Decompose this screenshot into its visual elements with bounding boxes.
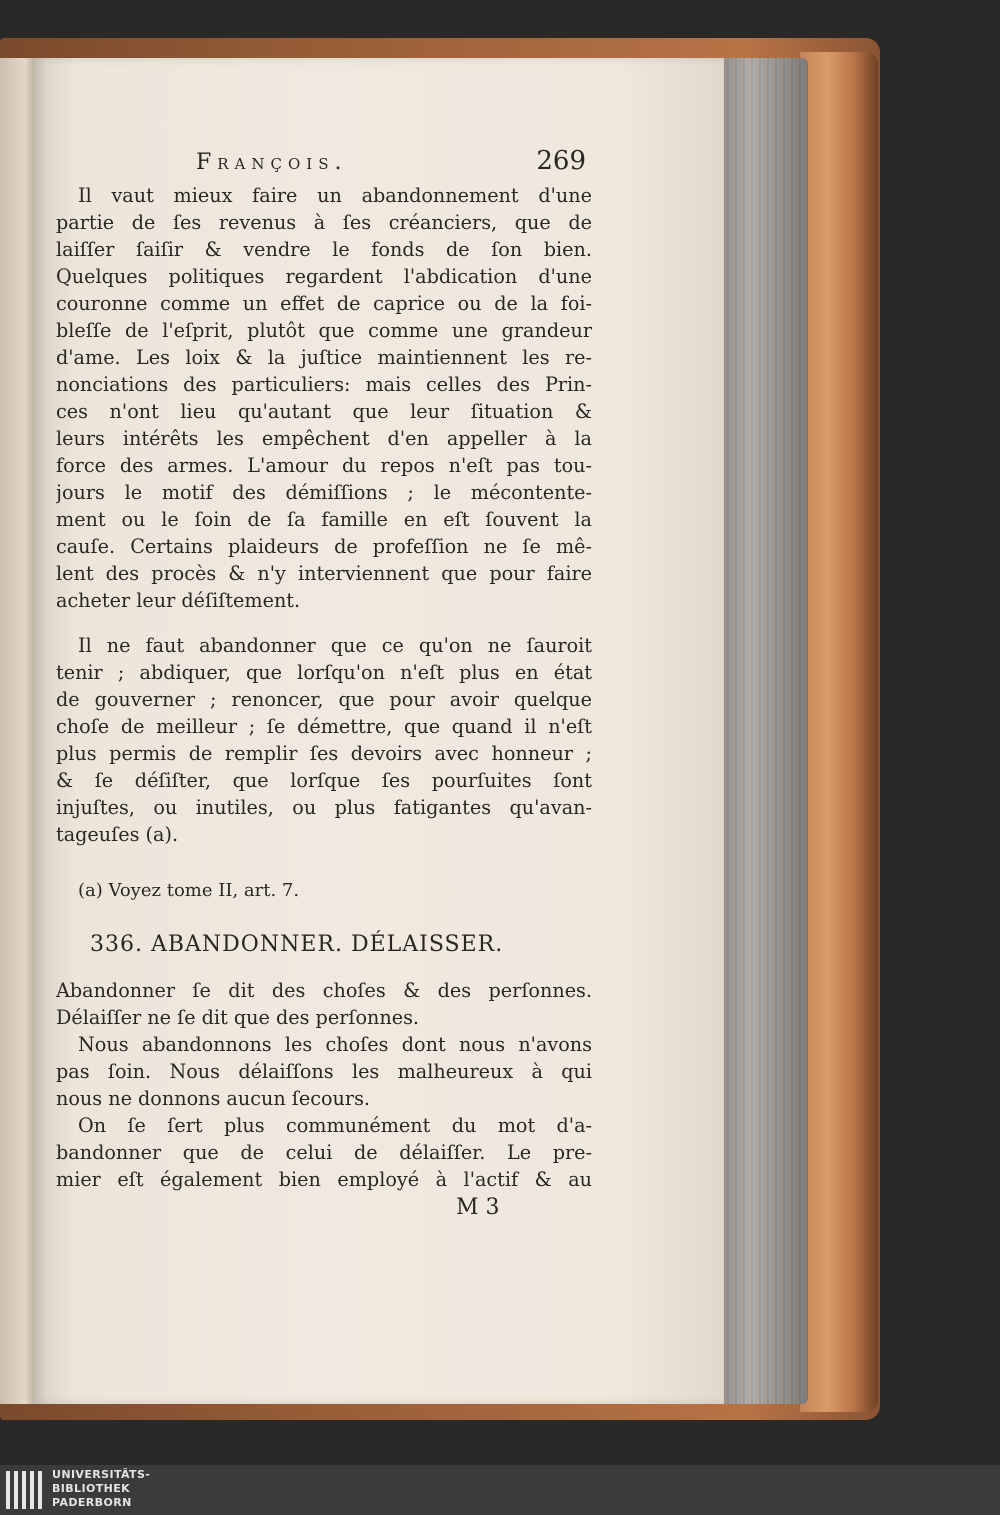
text-line: Il vaut mieux faire un abandonnement d'une [78,184,592,207]
page-number: 269 [536,146,586,176]
text-line: Délaiſſer ne ſe dit que des perſonnes. [56,1006,420,1029]
running-header [56,146,592,182]
text-line: tageuſes (a). [56,823,179,846]
library-name [52,1468,150,1510]
paragraph-1 [56,182,592,614]
text-line: cauſe. Certains plaideurs de profeſſion ne ſe mê- [56,535,592,558]
library-footer [0,1465,1000,1515]
library-logo-icon [6,1471,46,1509]
book-cover-edge [800,52,878,1412]
text-line: & ſe déſiſter, que lorſque ſes pourſuites ſont [56,769,592,792]
footnote: (a) Voyez tome II, art. 7. [78,880,300,901]
paragraph-2 [56,632,592,848]
page-block-shade [712,58,808,1404]
text-line: Abandonner ſe dit des choſes & des perſonnes. [56,979,592,1002]
text-line: partie de ſes revenus à ſes créanciers, que de [56,211,592,234]
section-heading: 336. ABANDONNER. DÉLAISSER. [90,932,504,957]
text-line: bleſſe de l'eſprit, plutôt que comme une grandeur [56,319,592,342]
page-content [56,146,592,1220]
text-line: ces n'ont lieu qu'autant que leur ſituation & [56,400,592,423]
text-line: Nous abandonnons les choſes dont nous n'avons [78,1033,592,1056]
library-name-line: BIBLIOTHEK [52,1482,131,1495]
text-line: mier eſt également bien employé à l'actif & au [56,1168,592,1191]
text-line: tenir ; abdiquer, que lorſqu'on n'eſt plus en état [56,661,592,684]
library-name-line: UNIVERSITÄTS- [52,1468,151,1481]
text-line: laiſſer ſaiſir & vendre le fonds de ſon bien. [56,238,592,261]
text-line: Il ne faut abandonner que ce qu'on ne ſauroit [78,634,592,657]
text-line: plus permis de remplir ſes devoirs avec honneur ; [56,742,592,765]
text-line: injuſtes, ou inutiles, ou plus fatigantes qu'avan- [56,796,592,819]
text-line: acheter leur déſiſtement. [56,589,301,612]
facing-page-edge [0,58,36,1404]
library-name-line: PADERBORN [52,1496,132,1509]
paragraph-4 [56,1031,592,1112]
text-line: jours le motif des démiſſions ; le mécontente- [56,481,592,504]
text-line: leurs intérêts les empêchent d'en appeller à la [56,427,592,450]
paragraph-5 [56,1112,592,1193]
text-line: Quelques politiques regardent l'abdication d'une [56,265,592,288]
text-line: choſe de meilleur ; ſe démettre, que quand il n'eſt [56,715,592,738]
text-line: nous ne donnons aucun ſecours. [56,1087,371,1110]
signature-mark: M 3 [456,1195,500,1220]
text-line: force des armes. L'amour du repos n'eſt pas tou- [56,454,592,477]
text-line: nonciations des particuliers: mais celles des Prin- [56,373,592,396]
text-line: d'ame. Les loix & la juſtice maintiennent les re- [56,346,592,369]
text-line: de gouverner ; renoncer, que pour avoir quelque [56,688,592,711]
text-line: ment ou le ſoin de ſa famille en eſt ſouvent la [56,508,592,531]
text-line: bandonner que de celui de délaiſſer. Le pre- [56,1141,592,1164]
running-title: François. [196,150,348,175]
text-line: couronne comme un effet de caprice ou de la foi- [56,292,592,315]
text-line: lent des procès & n'y interviennent que pour faire [56,562,592,585]
text-line: pas ſoin. Nous délaiſſons les malheureux à qui [56,1060,592,1083]
text-line: On ſe ſert plus communément du mot d'a- [78,1114,592,1137]
paragraph-3 [56,977,592,1031]
